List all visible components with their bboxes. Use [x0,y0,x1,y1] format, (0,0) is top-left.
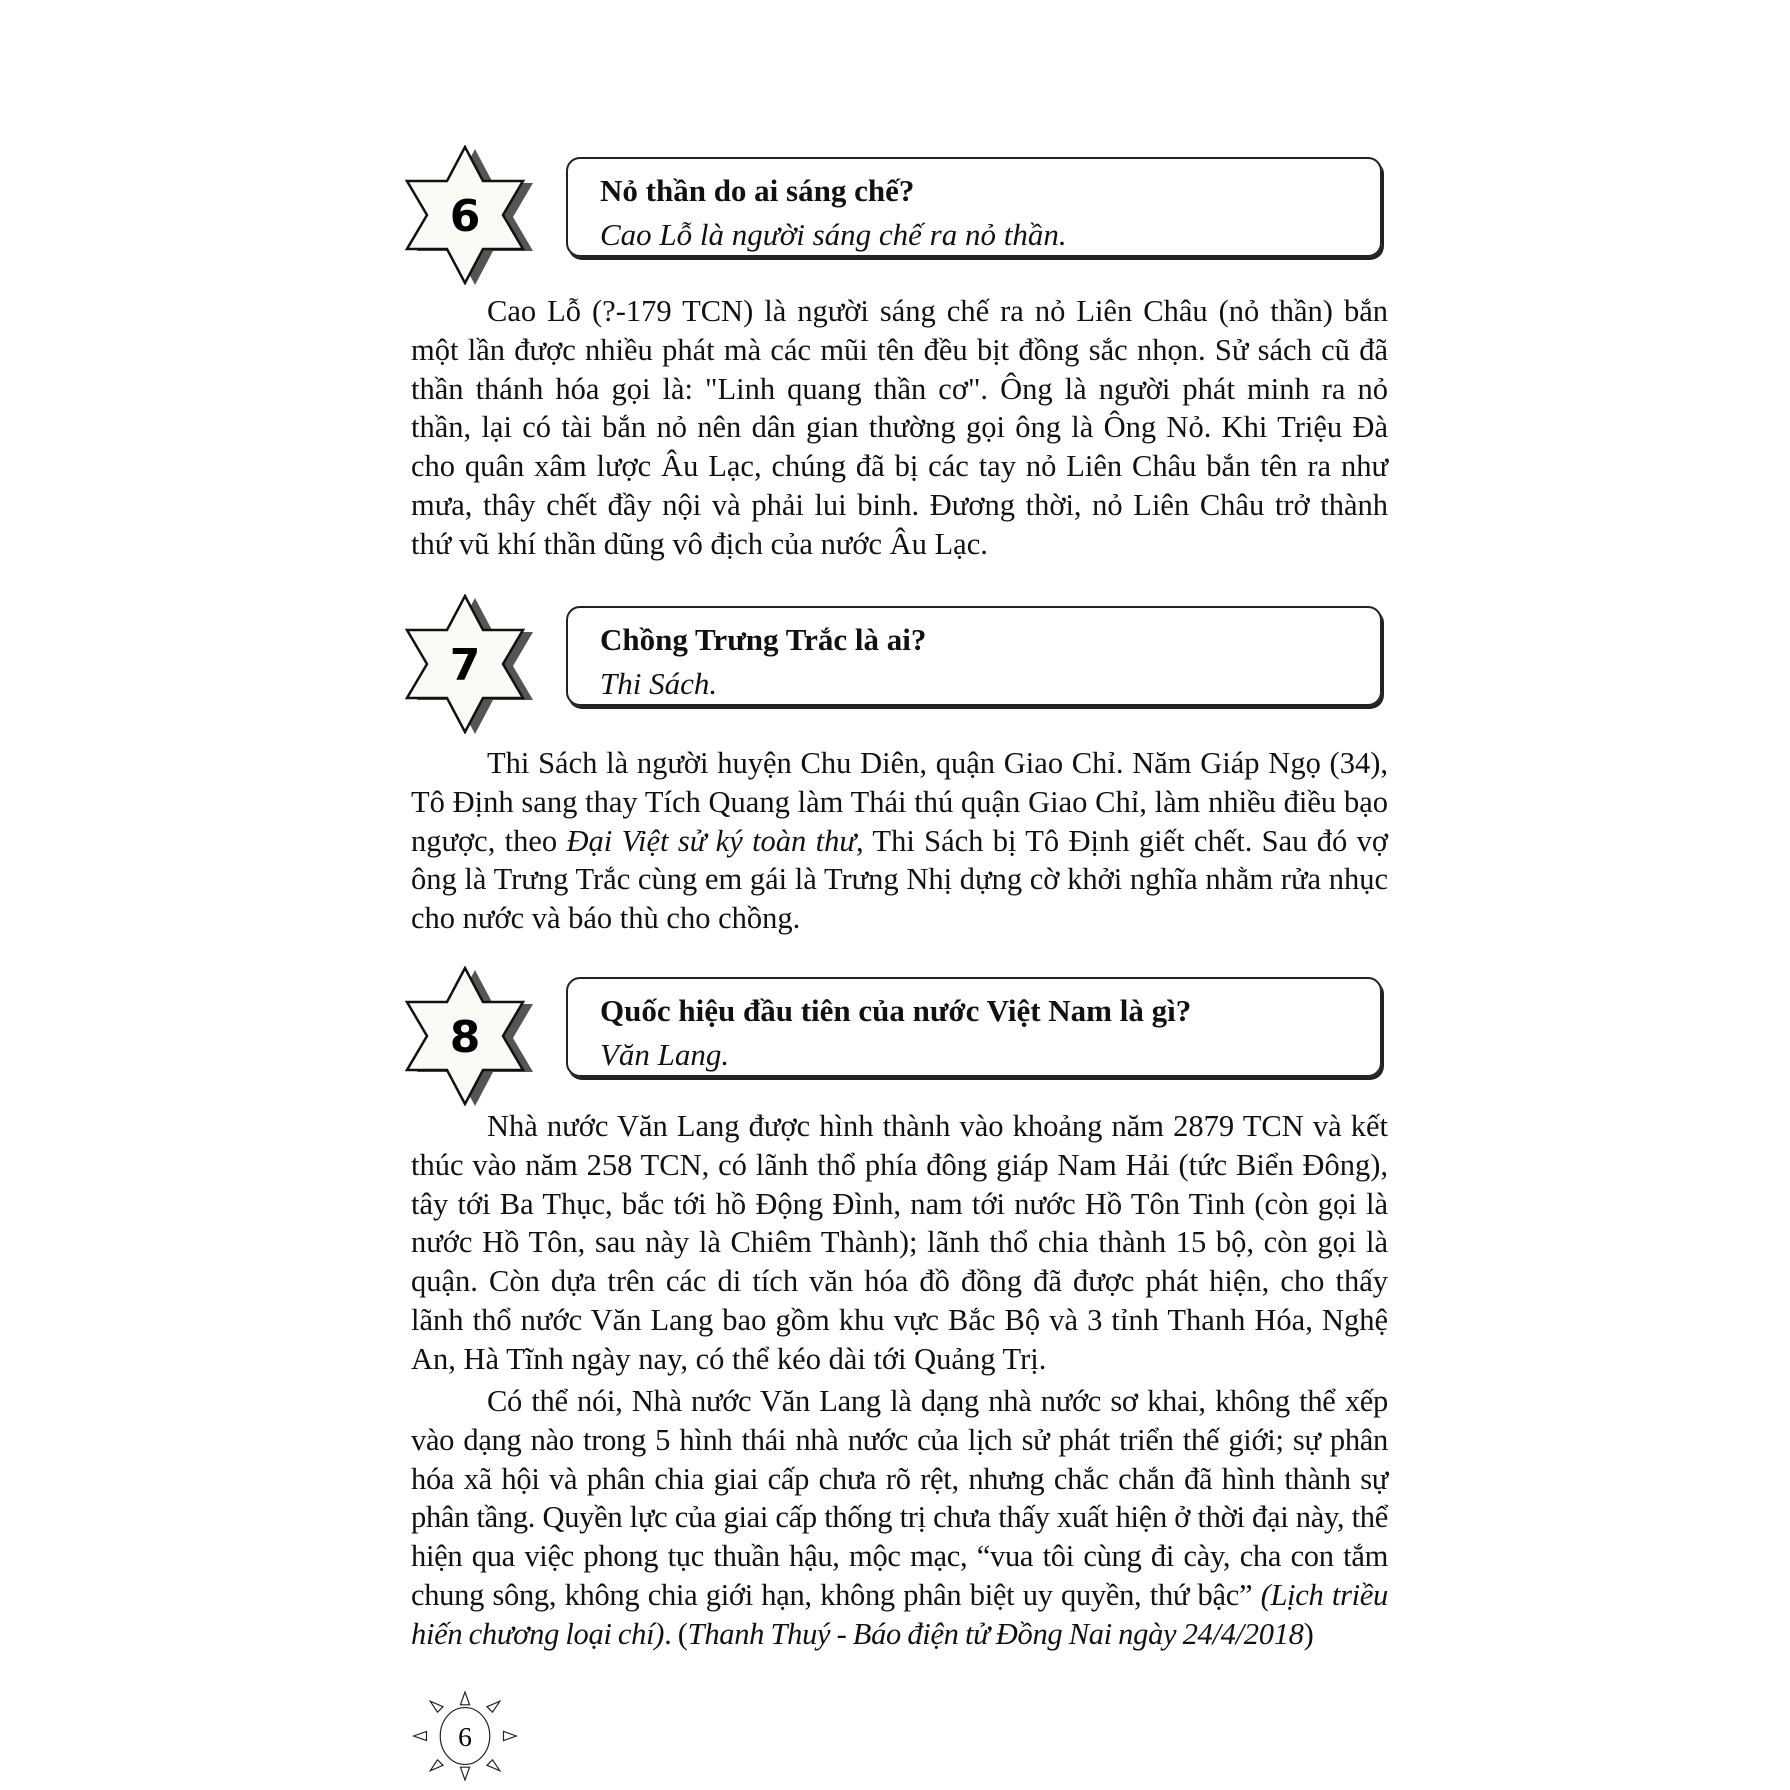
star-number-badge [405,594,537,734]
question-box [566,606,1382,706]
source-citation: Thanh Thuý - Báo điện tử Đồng Nai ngày 24/4/2018 [687,1616,1304,1651]
question-number: 7 [449,640,481,691]
star-number-badge [405,966,537,1106]
question-number: 6 [449,191,481,242]
source-title: (Lịch triều hiến chương loại chí) [411,1577,1388,1651]
paragraph: Thi Sách là người huyện Chu Diên, quận Giao Chỉ. Năm Giáp Ngọ (34), Tô Định sang thay Tích Quang làm Thái thú quận Giao Chỉ, làm nhiều điều bạo ngược, theo Đại Việt sử ký toàn thư, Thi Sách bị Tô Định giết chết. Sau đó vợ ông là Trưng Trắc cùng em gái là Trưng Nhị dựng cờ khởi nghĩa nhằm rửa nhục cho nước và báo thù cho chồng. [411,746,1389,936]
question-text: Quốc hiệu đầu tiên của nước Việt Nam là gì? [600,993,1192,1028]
paragraph: Cao Lỗ (?-179 TCN) là người sáng chế ra nỏ Liên Châu (nỏ thần) bắn một lần được nhiều phát mà các mũi tên đều bịt đồng sắc nhọn. Sử sách cũ đã thần thánh hóa gọi là: "Linh quang thần cơ". Ông là người phát minh ra nỏ thần, lại có tài bắn nỏ nên dân gian thường gọi ông là Ông Nỏ. Khi Triệu Đà cho quân xâm lược Âu Lạc, chúng đã bị các tay nỏ Liên Châu bắn tên ra như mưa, thây chết đầy nội và phải lui binh. Đương thời, nỏ Liên Châu trở thành thứ vũ khí thần dũng vô địch của nước Âu Lạc. [411,294,1388,561]
question-box [566,977,1382,1077]
star-number-badge [405,145,537,285]
page-number-sun-ornament [410,1690,520,1782]
question-number: 8 [449,1012,481,1063]
book-title: Đại Việt sử ký toàn thư [566,823,857,858]
answer-text: Văn Lang. [600,1037,730,1072]
answer-text: Cao Lỗ là người sáng chế ra nỏ thần. [600,217,1067,252]
question-text: Chồng Trưng Trắc là ai? [600,622,927,657]
page-number: 6 [458,1721,472,1753]
paragraph: Nhà nước Văn Lang được hình thành vào khoảng năm 2879 TCN và kết thúc vào năm 258 TCN, có lãnh thổ phía đông giáp Nam Hải (tức Biển Đông), tây tới Ba Thục, bắc tới hồ Động Đình, nam tới nước Hồ Tôn Tinh (còn gọi là nước Hồ Tôn, sau này là Chiêm Thành); lãnh thổ chia thành 15 bộ, còn gọi là quận. Còn dựa trên các di tích văn hóa đồ đồng đã được phát hiện, cho thấy lãnh thổ nước Văn Lang bao gồm khu vực Bắc Bộ và 3 tỉnh Thanh Hóa, Nghệ An, Hà Tĩnh ngày nay, có thể kéo dài tới Quảng Trị. [411,1109,1388,1376]
question-text: Nỏ thần do ai sáng chế? [600,173,915,208]
answer-text: Thi Sách. [600,666,718,701]
paragraph: Có thể nói, Nhà nước Văn Lang là dạng nhà nước sơ khai, không thể xếp vào dạng nào trong 5 hình thái nhà nước của lịch sử phát triển thế giới; sự phân hóa xã hội và phân chia giai cấp chưa rõ rệt, nhưng chắc chắn đã hình thành sự phân tầng. Quyền lực của giai cấp thống trị chưa thấy xuất hiện ở thời đại này, thể hiện qua việc phong tục thuần hậu, mộc mạc, “vua tôi cùng đi cày, cha con tắm chung sông, không chia giới hạn, không phân biệt uy quyền, thứ bậc” (Lịch triều hiến chương loại chí). (Thanh Thuý - Báo điện tử Đồng Nai ngày 24/4/2018) [411,1384,1388,1651]
question-box [566,157,1382,257]
